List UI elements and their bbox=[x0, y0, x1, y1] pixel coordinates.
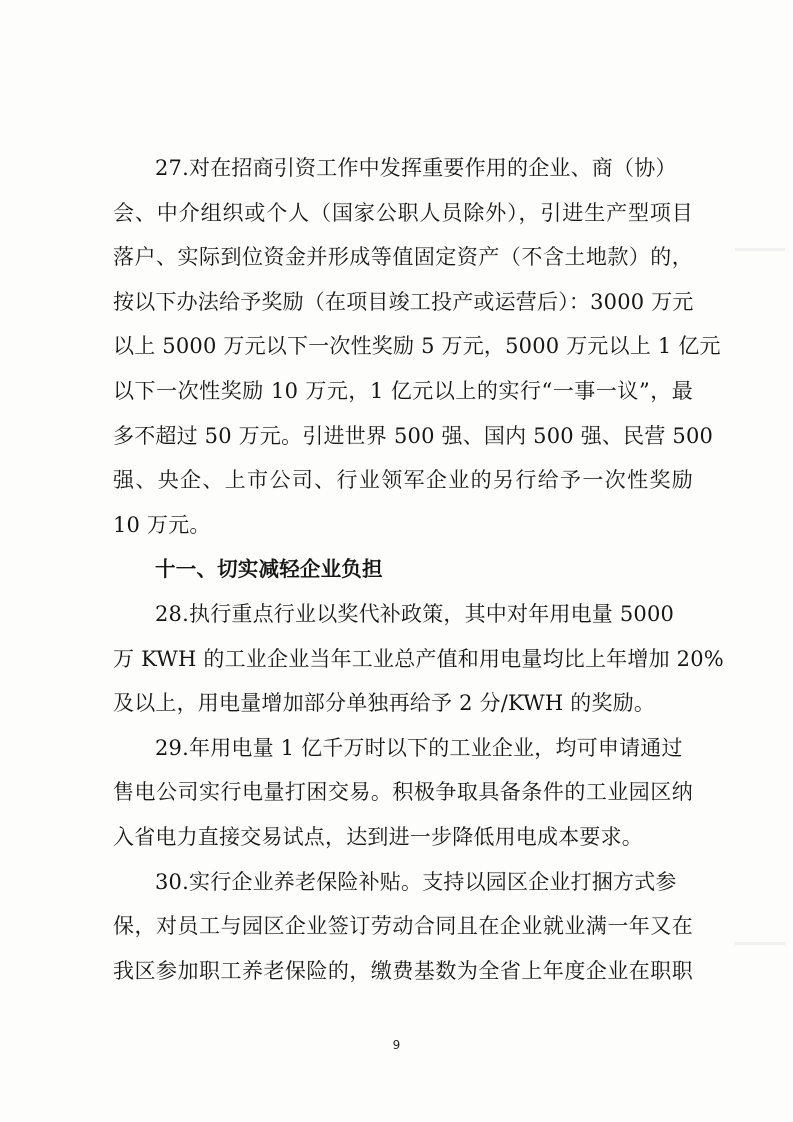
section-heading: 十一、切实减轻企业负担 bbox=[155, 557, 383, 582]
paragraph-27-line-7: 多不超过 50 万元。引进世界 500 强、国内 500 强、民营 500 bbox=[113, 423, 714, 448]
paragraph-27-line-2: 会、中介组织或个人（国家公职人员除外），引进生产型项目 bbox=[113, 200, 693, 225]
paragraph-28-line-1: 28.执行重点行业以奖代补政策，其中对年用电量 5000 bbox=[155, 601, 675, 626]
paragraph-27-line-4: 按以下办法给予奖励（在项目竣工投产或运营后）：3000 万元 bbox=[113, 289, 694, 314]
bleed-through-mark bbox=[735, 248, 785, 251]
paragraph-29-line-1: 29.年用电量 1 亿千万时以下的工业企业，均可申请通过 bbox=[155, 735, 683, 760]
paragraph-27-line-6: 以下一次性奖励 10 万元，1 亿元以上的实行“一事一议”，最 bbox=[113, 378, 693, 403]
paragraph-27-line-9: 10 万元。 bbox=[113, 512, 211, 537]
paragraph-29-line-3: 入省电力直接交易试点，达到进一步降低用电成本要求。 bbox=[113, 824, 643, 849]
paragraph-30-line-3: 我区参加职工养老保险的，缴费基数为全省上年度企业在职职 bbox=[113, 958, 693, 983]
document-body bbox=[113, 146, 724, 993]
paragraph-28-line-3: 及以上，用电量增加部分单独再给予 2 分/KWH 的奖励。 bbox=[113, 691, 656, 716]
paragraph-27-line-3: 落户、实际到位资金并形成等值固定资产（不含土地款）的， bbox=[113, 245, 693, 270]
page-number: 9 bbox=[392, 1038, 401, 1052]
paragraph-27-line-8: 强、央企、上市公司、行业领军企业的另行给予一次性奖励 bbox=[113, 468, 693, 493]
paragraph-28-line-2: 万 KWH 的工业企业当年工业总产值和用电量均比上年增加 20% bbox=[113, 646, 724, 671]
paragraph-30-line-1: 30.实行企业养老保险补贴。支持以园区企业打捆方式参 bbox=[155, 869, 677, 894]
paragraph-27-line-1: 27.对在招商引资工作中发挥重要作用的企业、商（协） bbox=[155, 156, 677, 180]
paragraph-29-line-2: 售电公司实行电量打困交易。积极争取具备条件的工业园区纳 bbox=[113, 780, 693, 805]
paragraph-27-line-5: 以上 5000 万元以下一次性奖励 5 万元，5000 万元以上 1 亿元 bbox=[113, 334, 721, 359]
paragraph-30-line-2: 保，对员工与园区企业签订劳动合同且在企业就业满一年又在 bbox=[113, 914, 693, 939]
bleed-through-mark bbox=[735, 942, 785, 945]
